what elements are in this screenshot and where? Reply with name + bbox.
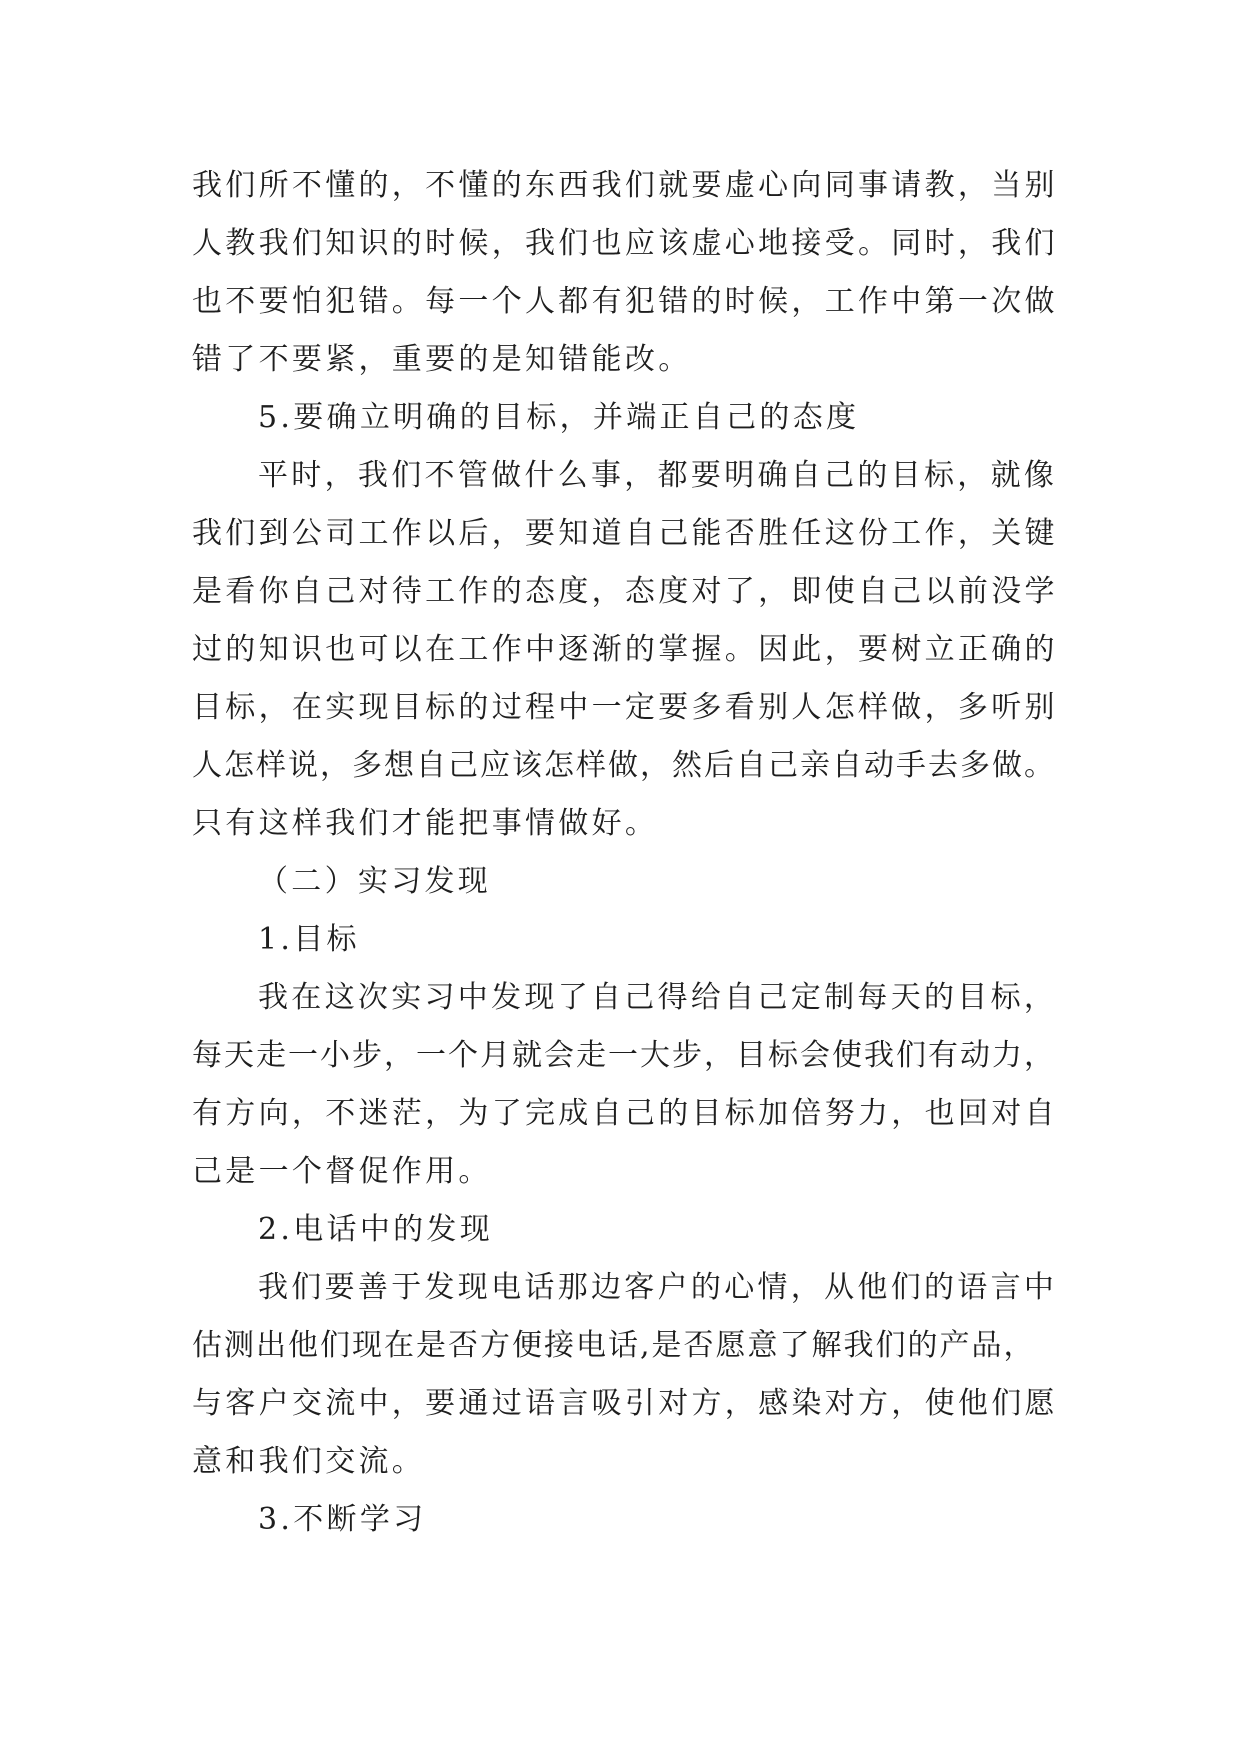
text-line: 过的知识也可以在工作中逐渐的掌握。因此，要树立正确的 — [192, 632, 1058, 667]
item-heading-2: 2.电话中的发现 — [258, 1212, 494, 1247]
text-line: 意和我们交流。 — [192, 1444, 426, 1479]
text-line: 人怎样说，多想自己应该怎样做，然后自己亲自动手去多做。 — [192, 748, 1056, 783]
item-heading-5: 5.要确立明确的目标，并端正自己的态度 — [258, 400, 860, 435]
text-line: 每天走一小步，一个月就会走一大步，目标会使我们有动力， — [192, 1038, 1056, 1073]
text-line: 人教我们知识的时候，我们也应该虚心地接受。同时，我们 — [192, 226, 1058, 261]
text-line: 与客户交流中，要通过语言吸引对方，感染对方，使他们愿 — [192, 1386, 1058, 1421]
text-line: 己是一个督促作用。 — [192, 1154, 492, 1189]
text-line: 我们所不懂的，不懂的东西我们就要虚心向同事请教，当别 — [192, 168, 1058, 203]
paragraph-goals — [192, 447, 1112, 853]
text-line: 也不要怕犯错。每一个人都有犯错的时候，工作中第一次做 — [192, 284, 1058, 319]
text-line: 我们要善于发现电话那边客户的心情，从他们的语言中 — [258, 1270, 1058, 1305]
item-heading-1: 1.目标 — [258, 922, 360, 957]
text-line: 目标，在实现目标的过程中一定要多看别人怎样做，多听别 — [192, 690, 1058, 725]
text-line: 只有这样我们才能把事情做好。 — [192, 806, 659, 841]
text-line: 有方向，不迷茫，为了完成自己的目标加倍努力，也回对自 — [192, 1096, 1058, 1131]
paragraph-continuation — [192, 157, 1112, 389]
section-heading: （二）实习发现 — [258, 864, 492, 899]
text-line: 平时，我们不管做什么事，都要明确自己的目标，就像 — [258, 458, 1058, 493]
document-body — [192, 157, 1112, 1549]
text-line: 我们到公司工作以后，要知道自己能否胜任这份工作，关键 — [192, 516, 1058, 551]
text-line: 我在这次实习中发现了自己得给自己定制每天的目标， — [258, 980, 1058, 1015]
text-line: 错了不要紧，重要的是知错能改。 — [192, 342, 692, 377]
paragraph-targets — [192, 969, 1112, 1201]
item-heading-3: 3.不断学习 — [258, 1502, 427, 1537]
text-line: 估测出他们现在是否方便接电话,是否愿意了解我们的产品， — [192, 1328, 1036, 1363]
paragraph-phone — [192, 1259, 1112, 1491]
text-line: 是看你自己对待工作的态度，态度对了，即使自己以前没学 — [192, 574, 1058, 609]
